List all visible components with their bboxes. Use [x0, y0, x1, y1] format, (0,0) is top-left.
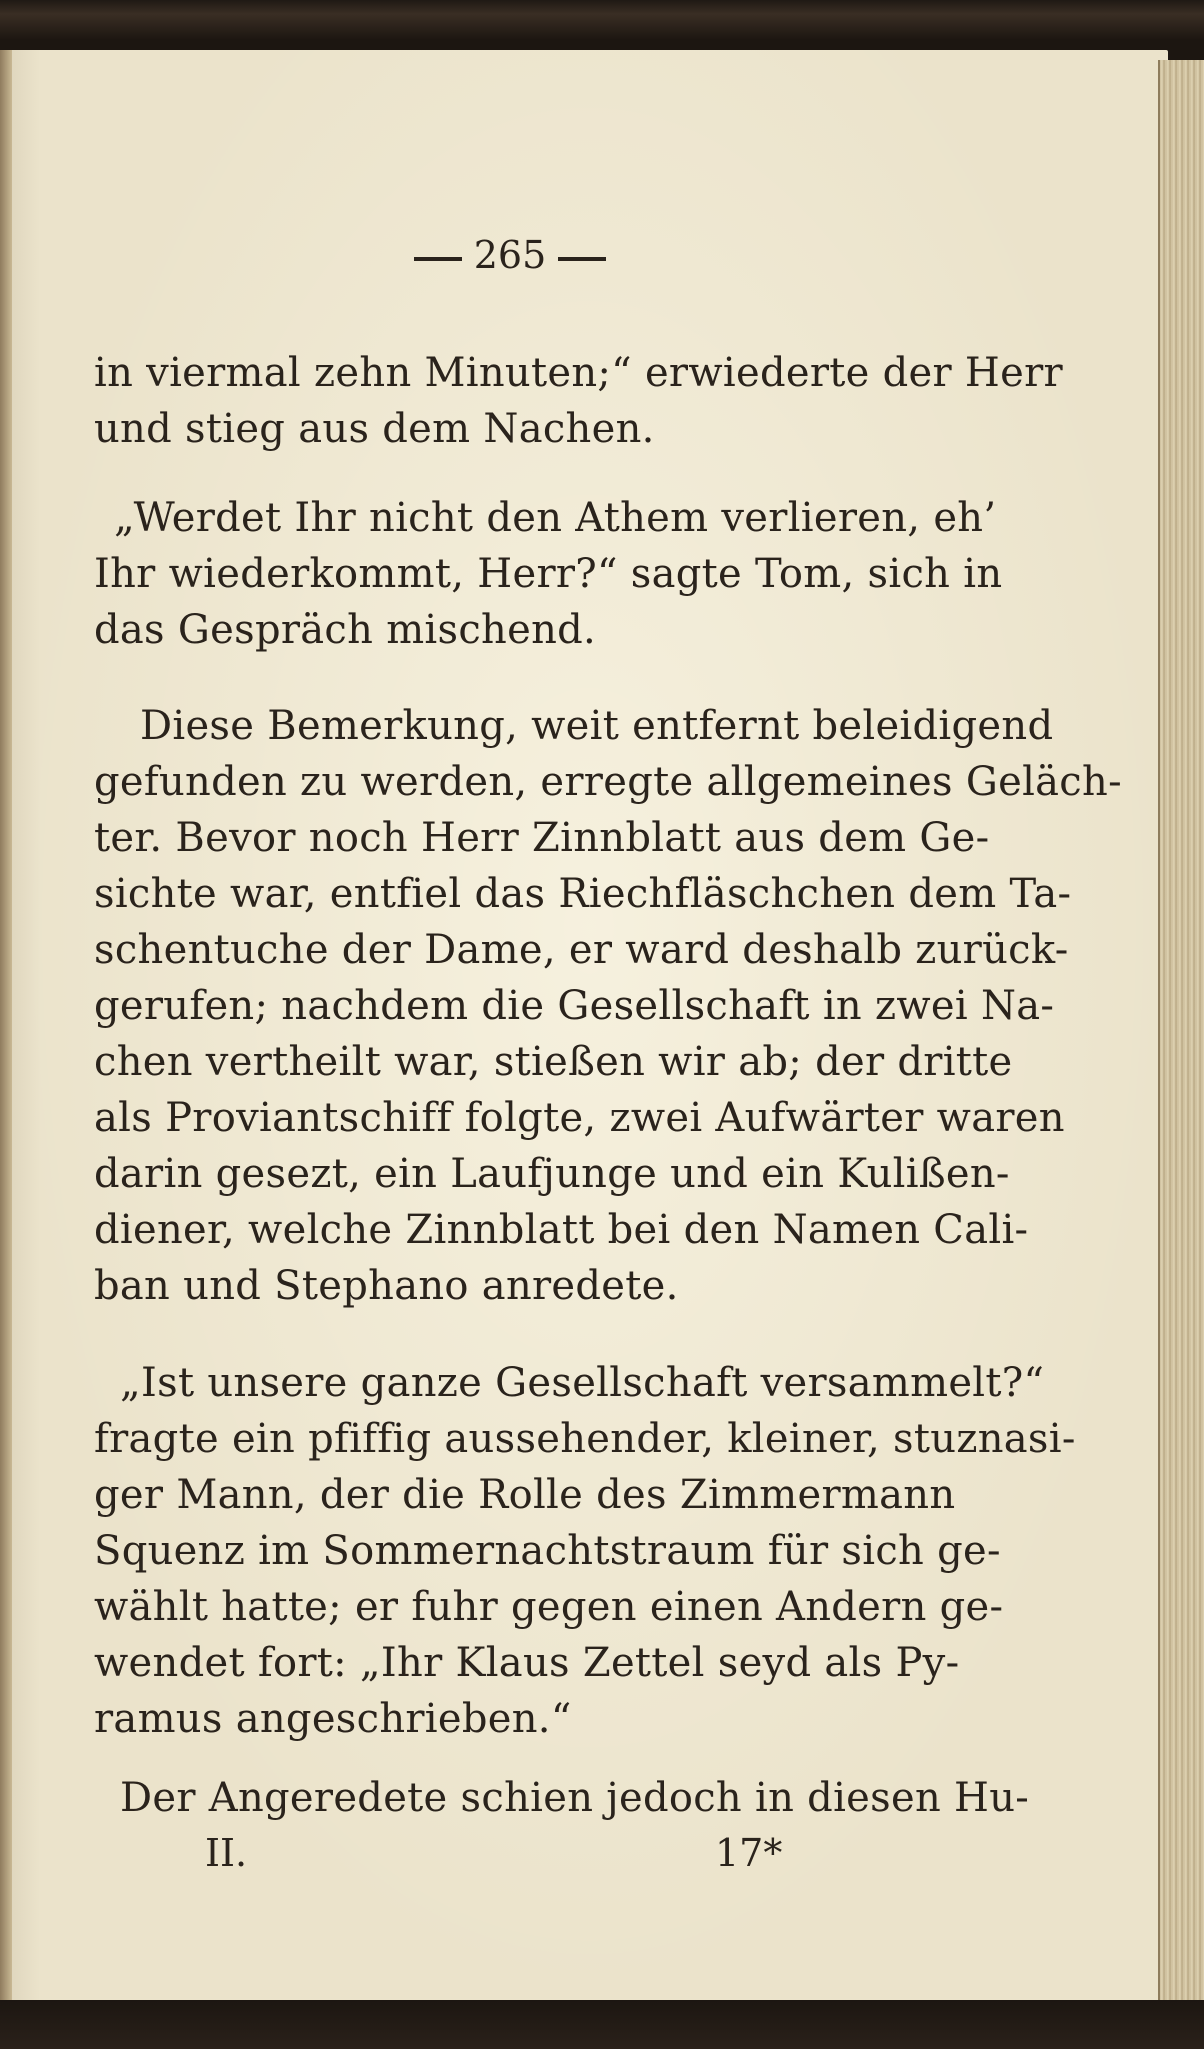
header-dash-right	[558, 257, 606, 261]
page-text	[10, 50, 1168, 2000]
text-line: gefunden zu werden, erregte allgemeines Geläch-	[94, 759, 1122, 805]
page-number: 265	[473, 233, 547, 277]
signature-sheet: 17*	[715, 1831, 783, 1875]
text-line: als Proviantschiff folgte, zwei Aufwärter waren	[94, 1095, 1065, 1141]
text-line: wählt hatte; er fuhr gegen einen Andern ge-	[94, 1584, 1004, 1630]
text-line: Diese Bemerkung, weit entfernt beleidigend	[140, 703, 1054, 749]
text-line: wendet fort: „Ihr Klaus Zettel seyd als Py-	[94, 1640, 960, 1686]
page-header	[390, 225, 630, 285]
text-line: „Ist unsere ganze Gesellschaft versammelt?“	[120, 1360, 1045, 1406]
text-line: gerufen; nachdem die Gesellschaft in zwei Na-	[94, 983, 1055, 1029]
text-line: diener, welche Zinnblatt bei den Namen Cali-	[94, 1207, 1029, 1253]
text-line: Ihr wiederkommt, Herr?“ sagte Tom, sich in	[94, 551, 1003, 597]
text-line: ger Mann, der die Rolle des Zimmermann	[94, 1472, 956, 1518]
signature-volume: II.	[205, 1831, 248, 1875]
text-line: chen vertheilt war, stießen wir ab; der dritte	[94, 1039, 1013, 1085]
text-line: schentuche der Dame, er ward deshalb zurück-	[94, 927, 1069, 973]
text-line: Squenz im Sommernachtstraum für sich ge-	[94, 1528, 1001, 1574]
text-line: ban und Stephano anredete.	[94, 1263, 679, 1309]
text-line: und stieg aus dem Nachen.	[94, 406, 655, 452]
text-line: fragte ein pfiffig aussehender, kleiner, stuznasi-	[94, 1416, 1076, 1462]
page-gutter	[0, 50, 12, 2000]
text-line: das Gespräch mischend.	[94, 607, 597, 653]
text-line: darin gesezt, ein Laufjunge und ein Kulißen-	[94, 1151, 1010, 1197]
text-line: sichte war, entfiel das Riechfläschchen dem Ta-	[94, 871, 1072, 917]
text-line: Der Angeredete schien jedoch in diesen Hu-	[120, 1775, 1030, 1821]
book-page	[10, 50, 1168, 2000]
page-edges	[1158, 60, 1204, 2000]
text-line: in viermal zehn Minuten;“ erwiederte der Herr	[94, 350, 1063, 396]
text-line: ramus angeschrieben.“	[94, 1696, 572, 1742]
text-line: „Werdet Ihr nicht den Athem verlieren, eh’	[114, 495, 997, 541]
text-line: ter. Bevor noch Herr Zinnblatt aus dem Ge-	[94, 815, 990, 861]
header-dash-left	[414, 257, 462, 261]
